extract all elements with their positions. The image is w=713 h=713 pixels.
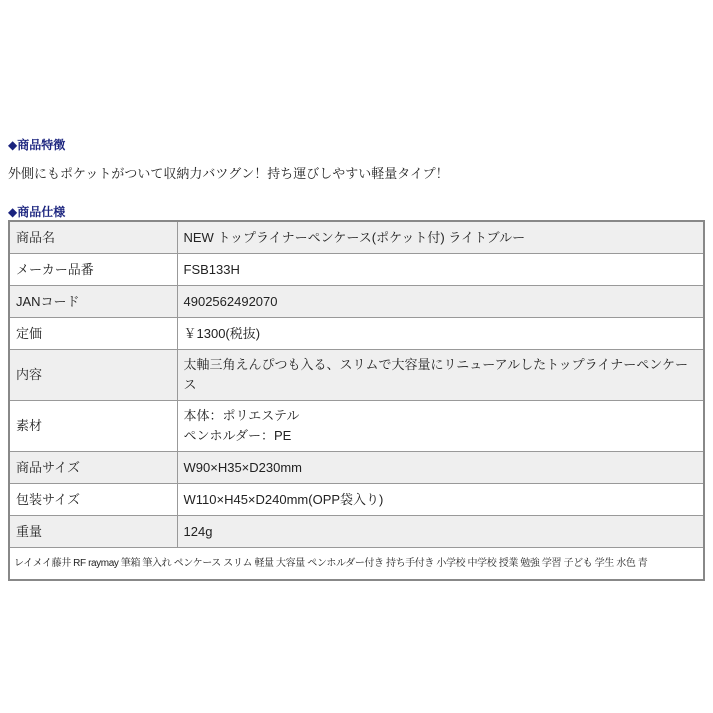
- row-value: NEW トップライナーペンケース(ポケット付) ライトブルー: [177, 221, 704, 254]
- row-value: W90×H35×D230mm: [177, 452, 704, 484]
- row-label: メーカー品番: [9, 254, 177, 286]
- table-row: [9, 318, 704, 350]
- spec-heading: ◆商品仕様: [8, 205, 66, 219]
- table-row: [9, 401, 704, 452]
- material-body: 本体：ポリエステル: [183, 408, 300, 423]
- table-row: [9, 221, 704, 254]
- spec-table: [8, 220, 705, 581]
- row-value: 4902562492070: [177, 286, 704, 318]
- table-row: [9, 484, 704, 516]
- features-heading: ◆商品特徴: [8, 138, 66, 152]
- table-row: [9, 350, 704, 401]
- row-label: 重量: [9, 516, 177, 548]
- row-label: 商品サイズ: [9, 452, 177, 484]
- row-value: 124g: [177, 516, 704, 548]
- row-label: 包装サイズ: [9, 484, 177, 516]
- row-label: 素材: [9, 401, 177, 452]
- row-label: 商品名: [9, 221, 177, 254]
- row-label: 定価: [9, 318, 177, 350]
- row-value: ￥1300(税抜): [177, 318, 704, 350]
- features-text: 外側にもポケットがついて収納力バツグン！持ち運びしやすい軽量タイプ！: [8, 166, 449, 181]
- row-value: W110×H45×D240mm(OPP袋入り): [177, 484, 704, 516]
- table-row: [9, 516, 704, 548]
- row-value: FSB133H: [177, 254, 704, 286]
- row-value: [177, 401, 704, 452]
- row-label: JANコード: [9, 286, 177, 318]
- row-label: 内容: [9, 350, 177, 401]
- table-row: [9, 254, 704, 286]
- material-holder: ペンホルダー：PE: [183, 428, 292, 443]
- keywords-row: [9, 548, 704, 581]
- keywords: レイメイ藤井 RF raymay 筆箱 筆入れ ペンケース スリム 軽量 大容量 ペンホルダー付き 持ち手付き 小学校 中学校 授業 勉強 学習 子ども 学生 水色 青: [9, 548, 704, 581]
- table-row: [9, 452, 704, 484]
- table-row: [9, 286, 704, 318]
- row-value: 太軸三角えんぴつも入る、スリムで大容量にリニューアルしたトップライナーペンケース: [177, 350, 704, 401]
